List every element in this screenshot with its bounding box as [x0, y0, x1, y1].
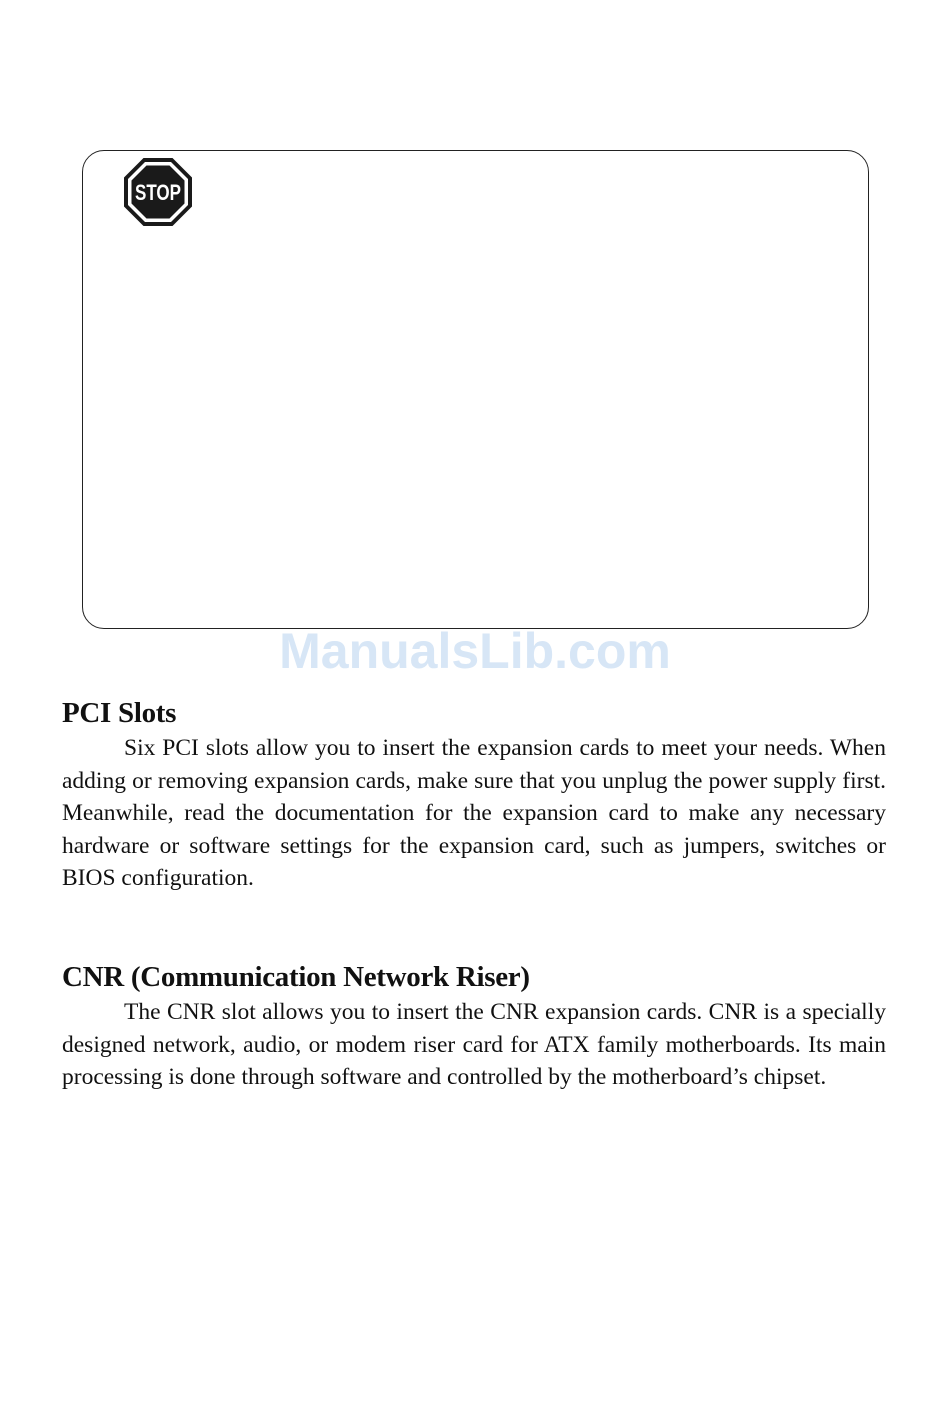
stop-sign-label: STOP	[135, 180, 181, 205]
section-heading: PCI Slots	[62, 697, 177, 729]
warning-box	[82, 150, 869, 629]
stop-sign-icon	[123, 157, 193, 227]
watermark: ManualsLib.com	[279, 623, 671, 679]
section-body: The CNR slot allows you to insert the CNR expansion cards. CNR is a specially designed network, audio, or modem riser card for ATX family motherboards. Its main processing is done through software and controlled by the motherboard’s chipset.	[62, 999, 886, 1090]
cnr-section	[62, 960, 886, 1094]
section-body: Six PCI slots allow you to insert the expansion cards to meet your needs. When adding or removing expansion cards, make sure that you unplug the power supply first. Meanwhile, read the documentation for the expansion card to make any necessary hardware or software settings for the expansion card, such as jumpers, switches or BIOS configuration.	[62, 735, 886, 891]
pci-slots-section	[62, 696, 886, 895]
section-heading: CNR (Communication Network Riser)	[62, 961, 530, 993]
